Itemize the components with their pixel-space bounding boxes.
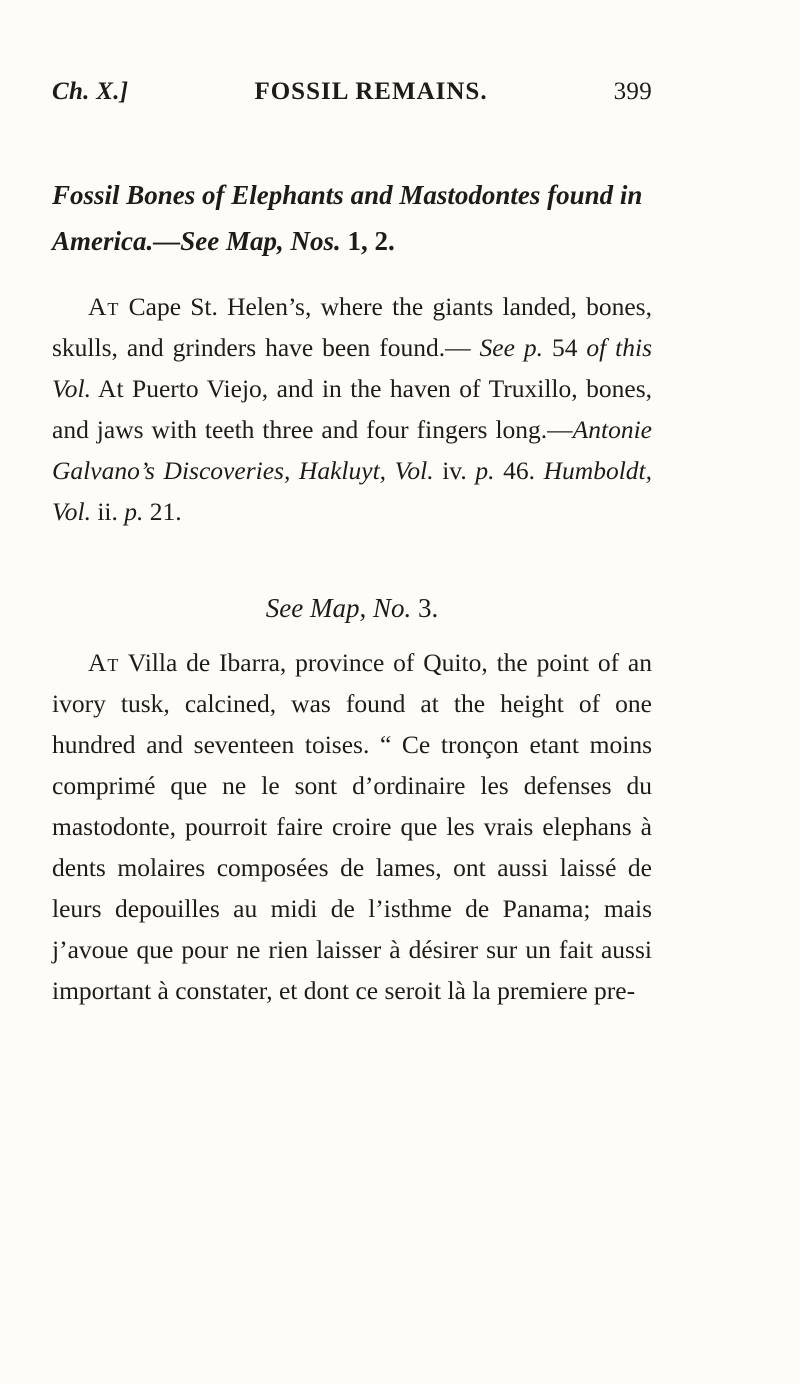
book-page (52, 78, 652, 1011)
running-title: FOSSIL REMAINS. (254, 78, 488, 105)
section-heading (52, 172, 652, 264)
paragraph2-opening: At (88, 648, 120, 677)
paragraph-cape-st-helens (52, 286, 652, 532)
paragraph1-ref1: See p. (479, 333, 543, 362)
section-heading-italic: Fossil Bones of Elephants and Mastodontes found in America.—See Map, Nos. (52, 180, 643, 256)
paragraph1-ref2b: p. (475, 456, 495, 485)
chapter-marker: Ch. X.] (52, 78, 129, 105)
section-heading-numbers: 1, 2. (340, 226, 395, 256)
paragraph1-ref1b: of this Vol. (52, 333, 652, 403)
paragraph1-ref2: Antonie Galvano’s Discoveries, Hakluyt, Vol. (52, 415, 652, 485)
paragraph1-text-b: At Puerto Viejo, and in the haven of Truxillo, bones, and jaws with teeth three and four fingers long.— (52, 374, 652, 444)
running-head (52, 78, 652, 114)
paragraph1-ref2-page: 46. (494, 456, 544, 485)
map-subheading (52, 588, 652, 628)
paragraph1-text-a: Cape St. Helen’s, where the giants landed, bones, skulls, and grinders have been found.— (52, 292, 652, 362)
paragraph1-ref2-num: iv. (433, 456, 476, 485)
paragraph1-ref3: Humboldt, Vol. (52, 456, 653, 526)
map-subheading-number: 3. (411, 593, 439, 623)
map-subheading-italic: See Map, No. (265, 593, 412, 623)
paragraph2-text: Villa de Ibarra, province of Quito, the point of an ivory tusk, calcined, was found at the height of one hundred and seventeen toises. “ Ce tronçon etant moins comprimé que ne le sont d’ordinaire les defenses du mastodonte, pourroit faire croire que les vrais elephans à dents molaires composées de lames, ont aussi laissé de leurs depouilles au midi de l’isthme de Panama; mais j’avoue que pour ne rien laisser à désirer sur un fait aussi important à constater, et dont ce seroit là la premiere pre- (52, 648, 652, 1005)
paragraph1-opening: At (88, 292, 120, 321)
paragraph1-ref3-num: ii. (90, 497, 125, 526)
paragraph1-ref1-num: 54 (543, 333, 587, 362)
paragraph-villa-de-ibarra (52, 642, 652, 1011)
paragraph1-ref3-page: 21. (143, 497, 182, 526)
paragraph1-ref3b: p. (124, 497, 144, 526)
page-number: 399 (613, 78, 652, 105)
